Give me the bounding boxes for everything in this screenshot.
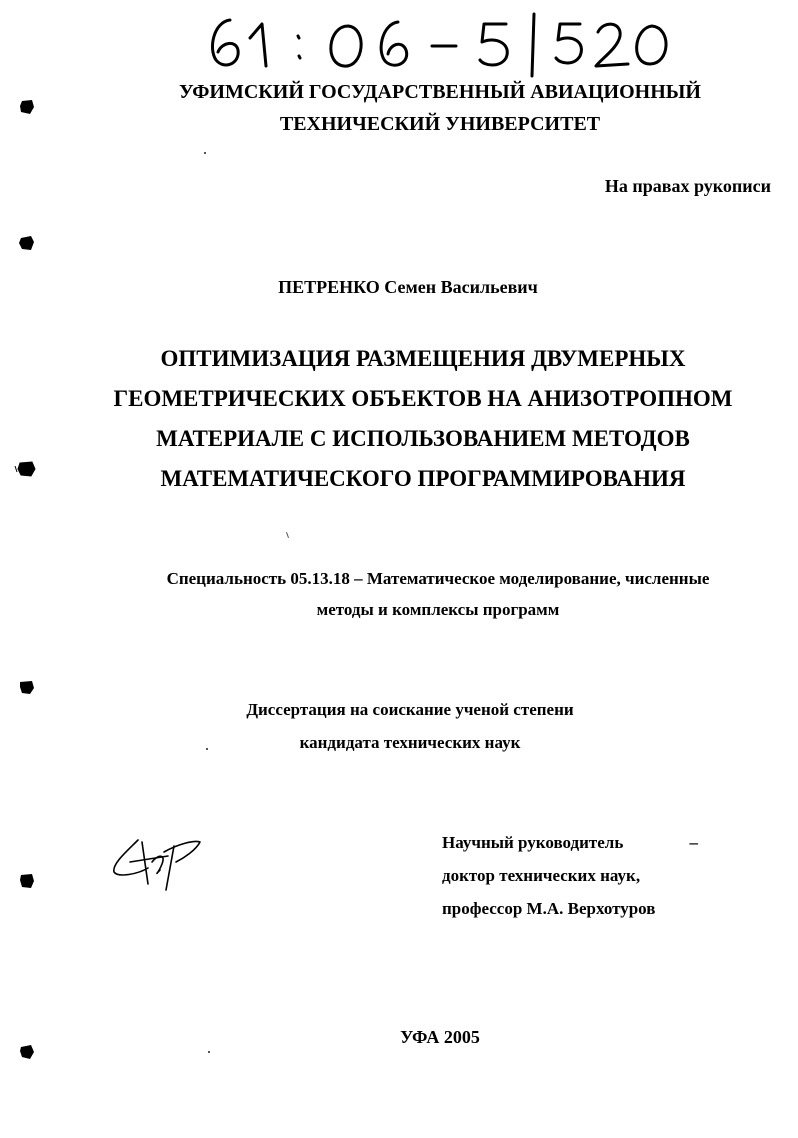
thesis-title: [28, 339, 798, 499]
university-line-1: УФИМСКИЙ ГОСУДАРСТВЕННЫЙ АВИАЦИОННЫЙ: [179, 81, 701, 103]
supervisor-dash: –: [689, 833, 698, 852]
punch-hole-mark: [18, 234, 36, 252]
university-line-2: ТЕХНИЧЕСКИЙ УНИВЕРСИТЕТ: [279, 113, 601, 135]
scan-speck: [206, 748, 208, 750]
punch-hole-mark: [18, 678, 36, 696]
author-name: ПЕТРЕНКО Семен Васильевич: [278, 277, 538, 297]
handwritten-archive-code: [200, 8, 680, 78]
punch-hole-mark: [14, 460, 36, 478]
scan-speck: [286, 532, 289, 538]
degree-line-1: Диссертация на соискание ученой степени: [246, 700, 574, 719]
supervisor-rank: доктор технических наук,: [442, 866, 641, 885]
university-name: [40, 76, 798, 140]
supervisor: [442, 826, 722, 925]
title-line-1: ОПТИМИЗАЦИЯ РАЗМЕЩЕНИЯ ДВУМЕРНЫХ: [160, 346, 686, 371]
scan-speck: [204, 152, 206, 154]
title-line-3: МАТЕРИАЛЕ С ИСПОЛЬЗОВАНИЕМ МЕТОДОВ: [156, 426, 690, 451]
degree: [20, 693, 798, 759]
punch-hole-mark: [18, 872, 36, 890]
signature: [108, 832, 208, 892]
title-line-2: ГЕОМЕТРИЧЕСКИХ ОБЪЕКТОВ НА АНИЗОТРОПНОМ: [113, 386, 733, 411]
specialty: [38, 563, 798, 625]
supervisor-name: профессор М.А. Верхотуров: [442, 899, 656, 918]
specialty-line-2: методы и комплексы программ: [316, 600, 560, 619]
degree-line-2: кандидата технических наук: [299, 733, 521, 752]
supervisor-role: Научный руководитель: [442, 833, 624, 852]
manuscript-note: На правах рукописи: [604, 176, 771, 196]
scan-speck: [208, 1051, 210, 1053]
title-line-4: МАТЕМАТИЧЕСКОГО ПРОГРАММИРОВАНИЯ: [160, 466, 686, 491]
specialty-line-1: Специальность 05.13.18 – Математическое моделирование, численные: [166, 569, 710, 588]
city-year: УФА 2005: [400, 1027, 480, 1047]
punch-hole-mark: [18, 1043, 36, 1061]
punch-hole-mark: [18, 98, 36, 116]
